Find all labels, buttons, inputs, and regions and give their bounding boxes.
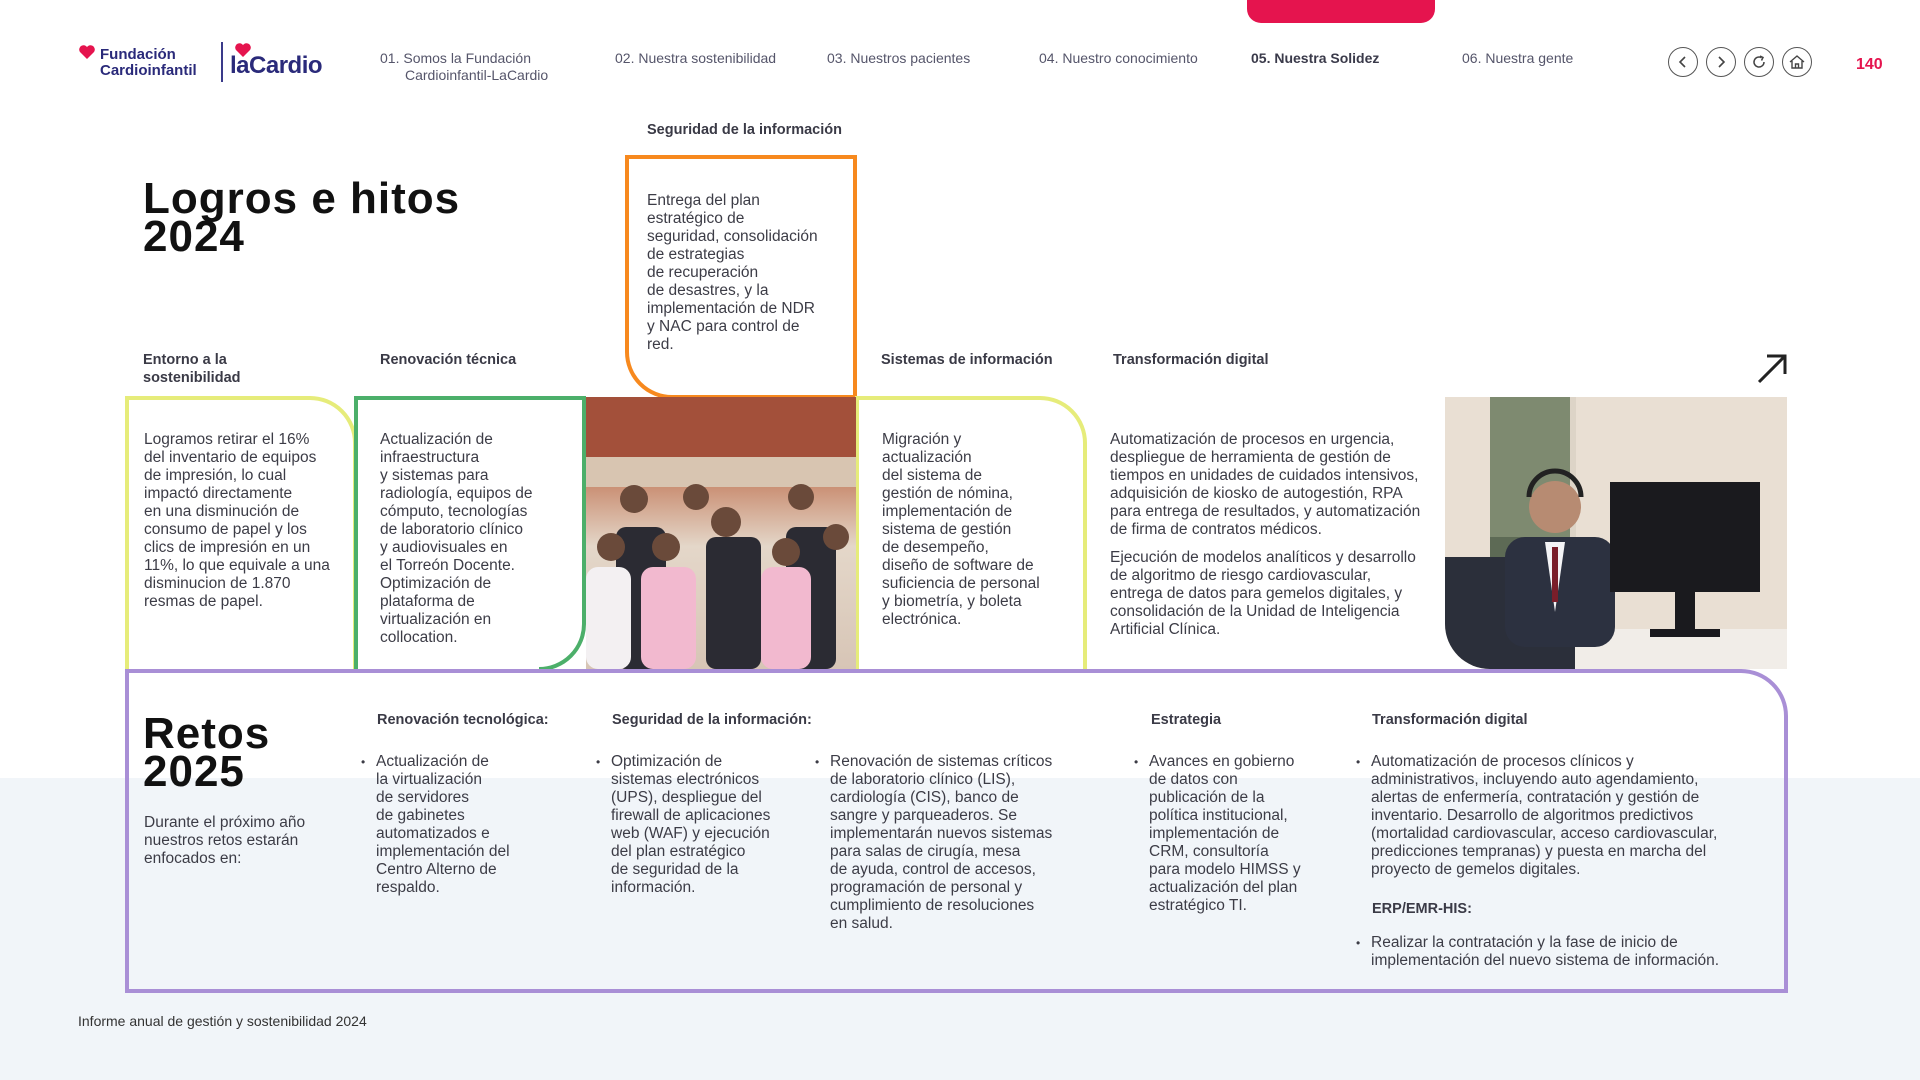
list-item [1371, 934, 1771, 970]
text-line: Logramos retirar el 16% [144, 431, 310, 448]
text-line: estratégico TI. [1149, 897, 1247, 914]
text-line: Durante el próximo año [144, 814, 306, 831]
nav-label: 01. Somos la Fundación [380, 50, 531, 66]
text-line: de recuperación [647, 264, 759, 281]
text-line: de firma de contratos médicos. [1110, 521, 1322, 538]
text-line: • Automatización de procesos clínicos y [1371, 753, 1634, 770]
text-line: de desempeño, [882, 539, 989, 556]
entorno-title-line2: sostenibilidad [143, 370, 241, 386]
retos-estrategia-title: Estrategia [1151, 712, 1222, 728]
sistemas-text [882, 431, 1082, 629]
external-link-arrow-icon[interactable] [1755, 352, 1789, 386]
text-line: de desastres, y la [647, 282, 769, 299]
text-line: radiología, equipos de [380, 485, 533, 502]
text-line: resmas de papel. [144, 593, 263, 610]
group-photo [586, 397, 856, 669]
text-line: • Optimización de [611, 753, 723, 770]
entorno-text [144, 431, 349, 611]
text-line: web (WAF) y ejecución [611, 825, 770, 842]
nav-label: Cardioinfantil-LaCardio [405, 67, 549, 83]
text-line: adquisición de kiosko de autogestión, RPA [1110, 485, 1403, 502]
text-line: cardiología (CIS), banco de [830, 789, 1019, 806]
text-line: y NAC para control de [647, 318, 800, 335]
text-line: implementación del [376, 843, 510, 860]
list-item [611, 753, 801, 897]
retos-estrategia-list [1149, 753, 1329, 915]
office-photo-illustration [1445, 397, 1787, 669]
retos-erp-list [1371, 934, 1771, 970]
text-line: Artificial Clínica. [1110, 621, 1221, 638]
retos-title-line1: Retos [143, 709, 271, 758]
text-line: diseño de software de [882, 557, 1034, 574]
text-line: actualización [882, 449, 972, 466]
text-line: 11%, lo que equivale a una [144, 557, 330, 574]
text-line: entrega de datos para gemelos digitales, y [1110, 585, 1403, 602]
text-line: tiempos en unidades de cuidados intensivos, [1110, 467, 1419, 484]
nav-item-05[interactable]: 05. Nuestra Solidez [1251, 50, 1380, 66]
entorno-title [143, 351, 241, 387]
retos-renovacion-title: Renovación tecnológica: [377, 712, 549, 728]
text-line: suficiencia de personal [882, 575, 1040, 592]
text-line: implementarán nuevos sistemas [830, 825, 1053, 842]
text-line: seguridad, consolidación [647, 228, 818, 245]
text-line: el Torreón Docente. [380, 557, 515, 574]
text-line: de datos con [1149, 771, 1238, 788]
text-line: estratégico de [647, 210, 745, 227]
logo-line1: Fundación [100, 46, 176, 63]
text-line: información. [611, 879, 696, 896]
text-line: de ayuda, control de accesos, [830, 861, 1036, 878]
text-line: implementación de [882, 503, 1013, 520]
renovacion-title: Renovación técnica [380, 352, 517, 368]
text-line: de laboratorio clínico (LIS), [830, 771, 1016, 788]
retos-erp-title: ERP/EMR-HIS: [1372, 901, 1472, 917]
text-line: de servidores [376, 789, 470, 806]
retos-seguridad-list-2 [830, 753, 1090, 933]
text-line: para modelo HIMSS y [1149, 861, 1301, 878]
text-line: para salas de cirugía, mesa [830, 843, 1021, 860]
seguridad-text [647, 192, 847, 354]
text-line: en una disminución de [144, 503, 300, 520]
logo-line2: Cardioinfantil [100, 62, 197, 79]
text-line: y biometría, y boleta [882, 593, 1022, 610]
text-line: de impresión, lo cual [144, 467, 287, 484]
text-line: clics de impresión en un [144, 539, 311, 556]
logros-title-line2: 2024 [143, 212, 245, 261]
text-line: la virtualización [376, 771, 482, 788]
text-line: disminucion de 1.870 [144, 575, 291, 592]
list-item [1371, 753, 1771, 879]
text-line: de seguridad de la [611, 861, 739, 878]
transformacion-title: Transformación digital [1113, 352, 1269, 368]
text-line: • Avances en gobierno [1149, 753, 1295, 770]
text-line: consolidación de la Unidad de Inteligencia [1110, 603, 1400, 620]
transformacion-text [1110, 431, 1480, 639]
text-line: implementación de [1149, 825, 1280, 842]
text-line: automatizados e [376, 825, 490, 842]
text-line: despliegue de herramienta de gestión de [1110, 449, 1391, 466]
text-line: sistema de gestión [882, 521, 1012, 538]
text-line: enfocados en: [144, 850, 242, 867]
retos-renovacion-list [376, 753, 556, 897]
text-line: para entrega de resultados, y automatización [1110, 503, 1421, 520]
text-line: proyecto de gemelos digitales. [1371, 861, 1581, 878]
logo-brand: laCardio [230, 52, 323, 79]
nav-item-04[interactable]: 04. Nuestro conocimiento [1039, 50, 1198, 66]
text-line: implementación del nuevo sistema de información. [1371, 952, 1720, 969]
text-line: (UPS), despliegue del [611, 789, 762, 806]
list-item [830, 753, 1090, 933]
text-line: sistemas electrónicos [611, 771, 760, 788]
text-line: plataforma de [380, 593, 475, 610]
spacer [1110, 539, 1480, 549]
text-line: infraestructura [380, 449, 480, 466]
text-line: Migración y [882, 431, 962, 448]
text-line: • Actualización de [376, 753, 489, 770]
text-line: alertas de enfermería, contratación y gestión de [1371, 789, 1700, 806]
text-line: collocation. [380, 629, 458, 646]
list-item [376, 753, 556, 897]
text-line: Centro Alterno de [376, 861, 497, 878]
text-line: predicciones tempranas) y puesta en marcha del [1371, 843, 1707, 860]
logros-title-line1: Logros e hitos [143, 174, 461, 223]
retos-title-line2: 2025 [143, 747, 245, 796]
text-line: electrónica. [882, 611, 962, 628]
nav-item-02[interactable]: 02. Nuestra sostenibilidad [615, 50, 777, 66]
entorno-title-line1: Entorno a la [143, 352, 227, 368]
text-line: Automatización de procesos en urgencia, [1110, 431, 1395, 448]
text-line: (mortalidad cardiovascular, acceso cardiovascular, [1371, 825, 1718, 842]
text-line: y sistemas para [380, 467, 489, 484]
office-photo [1445, 397, 1787, 669]
renovacion-text [380, 431, 580, 647]
nav-item-06[interactable]: 06. Nuestra gente [1462, 50, 1574, 66]
sistemas-title: Sistemas de información [881, 352, 1053, 368]
retos-seguridad-title: Seguridad de la información: [612, 712, 812, 728]
text-line: respaldo. [376, 879, 440, 896]
text-line: de estrategias [647, 246, 745, 263]
text-line: nuestros retos estarán [144, 832, 299, 849]
text-line: Entrega del plan [647, 192, 760, 209]
text-line: administrativos, incluyendo auto agendamiento, [1371, 771, 1699, 788]
text-line: virtualización en [380, 611, 492, 628]
text-line: firewall de aplicaciones [611, 807, 771, 824]
text-line: • Renovación de sistemas críticos [830, 753, 1053, 770]
text-line: de gabinetes [376, 807, 465, 824]
text-line: publicación de la [1149, 789, 1265, 806]
text-line: gestión de nómina, [882, 485, 1013, 502]
text-line: del sistema de [882, 467, 982, 484]
text-line: Optimización de [380, 575, 492, 592]
retos-intro [144, 814, 334, 868]
retos-transformacion-list [1371, 753, 1771, 879]
text-line: del inventario de equipos [144, 449, 317, 466]
text-line: y audiovisuales en [380, 539, 508, 556]
text-line: política institucional, [1149, 807, 1288, 824]
retos-transformacion-title: Transformación digital [1372, 712, 1528, 728]
text-line: programación de personal y [830, 879, 1023, 896]
text-line: impactó directamente [144, 485, 293, 502]
list-item [1149, 753, 1329, 915]
text-line: actualización del plan [1149, 879, 1298, 896]
text-line: consumo de papel y los [144, 521, 307, 538]
seguridad-title: Seguridad de la información [647, 122, 842, 138]
text-line: de algoritmo de riesgo cardiovascular, [1110, 567, 1372, 584]
group-photo-illustration [586, 397, 856, 669]
text-line: cumplimiento de resoluciones [830, 897, 1035, 914]
nav-item-03[interactable]: 03. Nuestros pacientes [827, 50, 971, 66]
text-line: inventario. Desarrollo de algoritmos predictivos [1371, 807, 1694, 824]
text-line: sangre y parqueaderos. Se [830, 807, 1017, 824]
retos-title [143, 709, 271, 796]
text-line: en salud. [830, 915, 893, 932]
retos-seguridad-list-1 [611, 753, 801, 897]
text-line: red. [647, 336, 674, 353]
text-line: cómputo, tecnologías [380, 503, 528, 520]
page-number: 140 [1856, 56, 1883, 73]
text-line: de laboratorio clínico [380, 521, 524, 538]
footer-text: Informe anual de gestión y sostenibilidad 2024 [78, 1013, 367, 1029]
text-line: implementación de NDR [647, 300, 815, 317]
text-line: Ejecución de modelos analíticos y desarrollo [1110, 549, 1416, 566]
text-line: • Realizar la contratación y la fase de inicio de [1371, 934, 1678, 951]
text-line: Actualización de [380, 431, 493, 448]
text-line: CRM, consultoría [1149, 843, 1269, 860]
text-line: del plan estratégico [611, 843, 746, 860]
